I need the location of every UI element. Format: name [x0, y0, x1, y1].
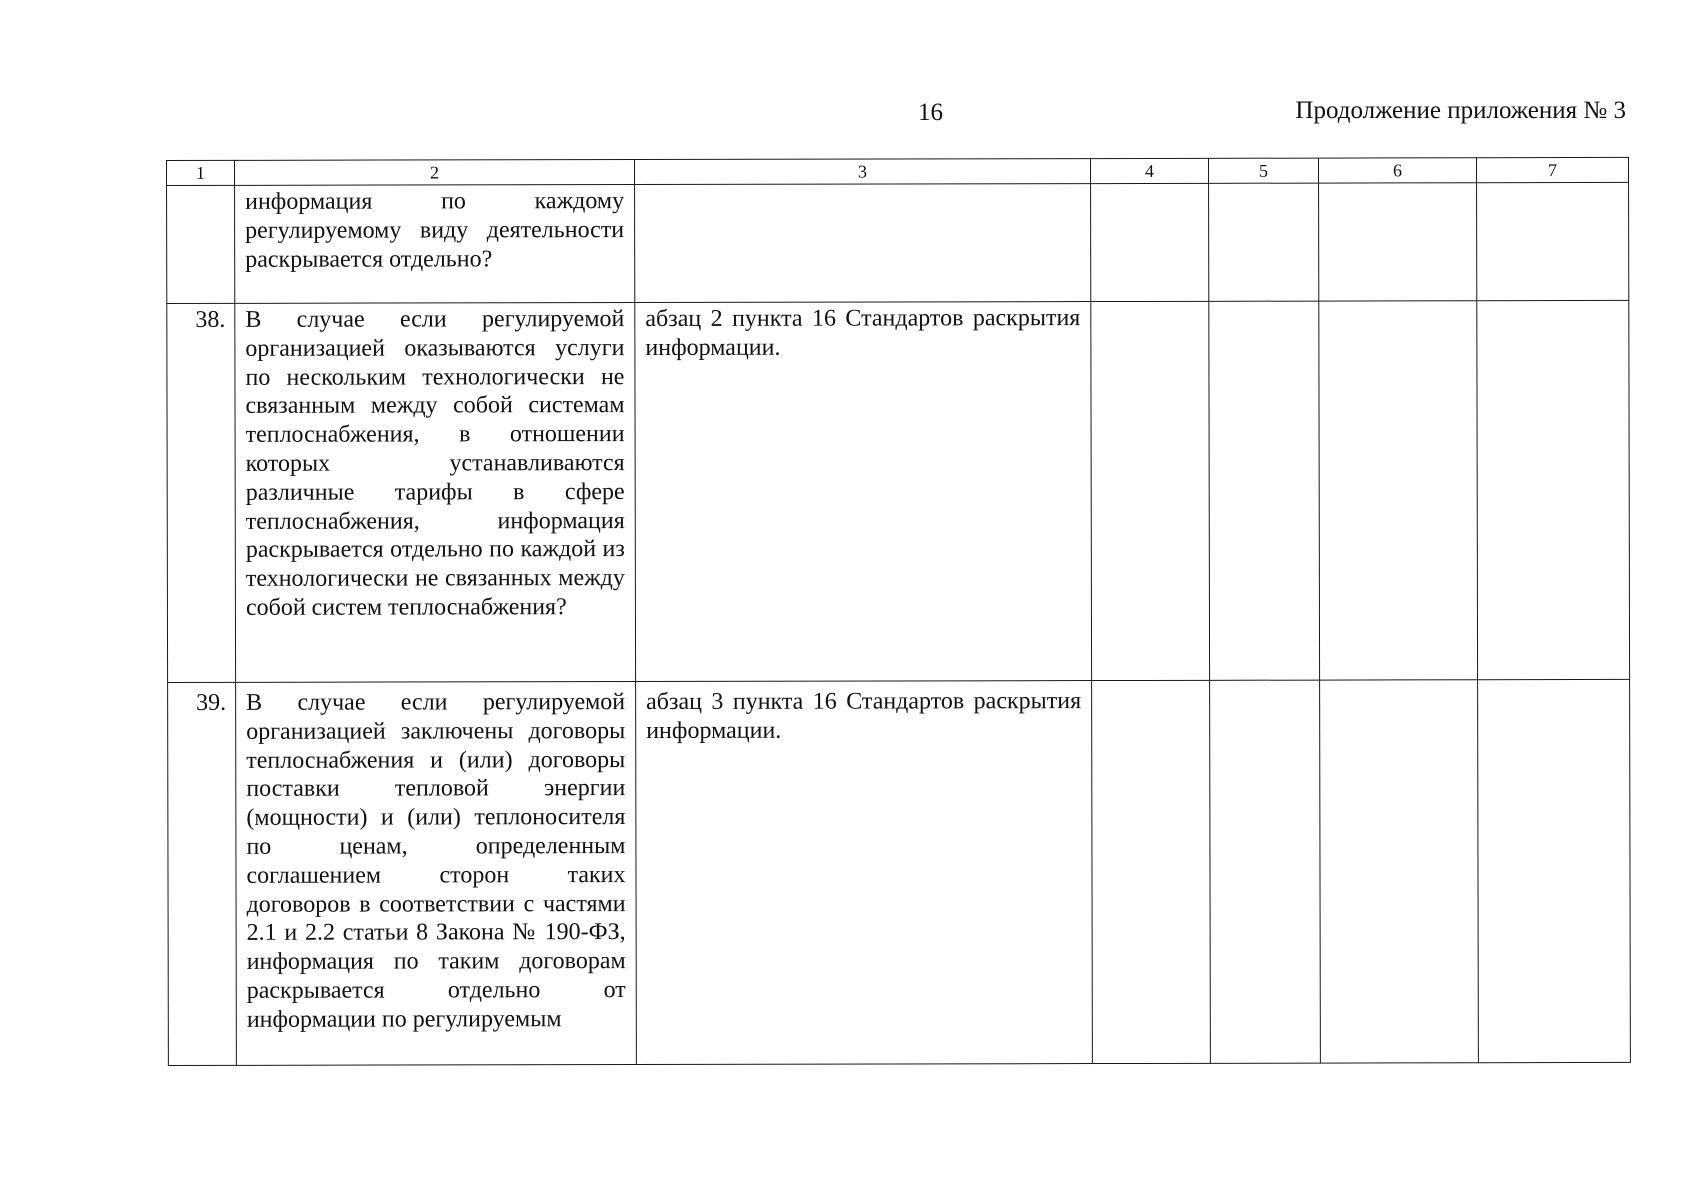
answer-cell-7 — [1477, 300, 1630, 679]
answer-cell-4 — [1091, 183, 1209, 301]
column-header-5: 5 — [1208, 158, 1318, 183]
legal-reference — [635, 184, 1091, 303]
answer-cell-5 — [1209, 301, 1320, 680]
column-header-2: 2 — [235, 160, 635, 186]
answer-cell-4 — [1091, 301, 1210, 680]
row-number: 39. — [168, 682, 237, 1065]
column-header-6: 6 — [1318, 158, 1476, 183]
row-number: 38. — [167, 303, 236, 682]
column-header-7: 7 — [1476, 157, 1628, 182]
answer-cell-4 — [1092, 680, 1211, 1063]
checklist-table-container — [166, 157, 1630, 1066]
row-number — [167, 185, 235, 303]
table-row — [167, 182, 1629, 303]
legal-reference: абзац 2 пункта 16 Стандартов раскрытия информации. — [635, 302, 1092, 682]
legal-reference: абзац 3 пункта 16 Стандартов раскрытия информации. — [636, 681, 1093, 1065]
column-header-4: 4 — [1090, 158, 1208, 183]
question-text: В случае если регулируемой организацией заключены договоры теплоснабжения и (или) договоры поставки тепловой энергии (мощности) и (или) теплоносителя по ценам, определенным соглашением сторон таких договоров в соответствии с частями 2.1 и 2.2 статьи 8 Закона № 190-ФЗ, информация по таким договорам раскрывается отдельно от информации по регулируемым — [236, 682, 637, 1066]
appendix-title: Продолжение приложения № 3 — [1295, 97, 1626, 124]
answer-cell-6 — [1319, 301, 1478, 680]
answer-cell-5 — [1209, 183, 1319, 301]
table-row — [168, 679, 1631, 1065]
question-text: В случае если регулируемой организацией оказываются услуги по нескольким технологически не связанным между собой системам теплоснабжения, в отношении которых устанавливаются различные тарифы в сфере теплоснабжения, информация раскрывается отдельно по каждой из технологически не связанных между собой систем теплоснабжения? — [235, 303, 636, 683]
answer-cell-7 — [1478, 679, 1631, 1062]
question-text: информация по каждому регулируемому виду деятельности раскрывается отдельно? — [235, 185, 635, 304]
answer-cell-6 — [1320, 680, 1479, 1063]
column-number-row — [167, 157, 1629, 185]
column-header-1: 1 — [167, 160, 235, 185]
page-number: 16 — [918, 99, 943, 126]
checklist-table — [166, 157, 1631, 1066]
column-header-3: 3 — [635, 159, 1091, 185]
answer-cell-5 — [1210, 680, 1321, 1063]
answer-cell-6 — [1319, 183, 1477, 301]
answer-cell-7 — [1477, 182, 1629, 300]
table-row — [167, 300, 1630, 682]
